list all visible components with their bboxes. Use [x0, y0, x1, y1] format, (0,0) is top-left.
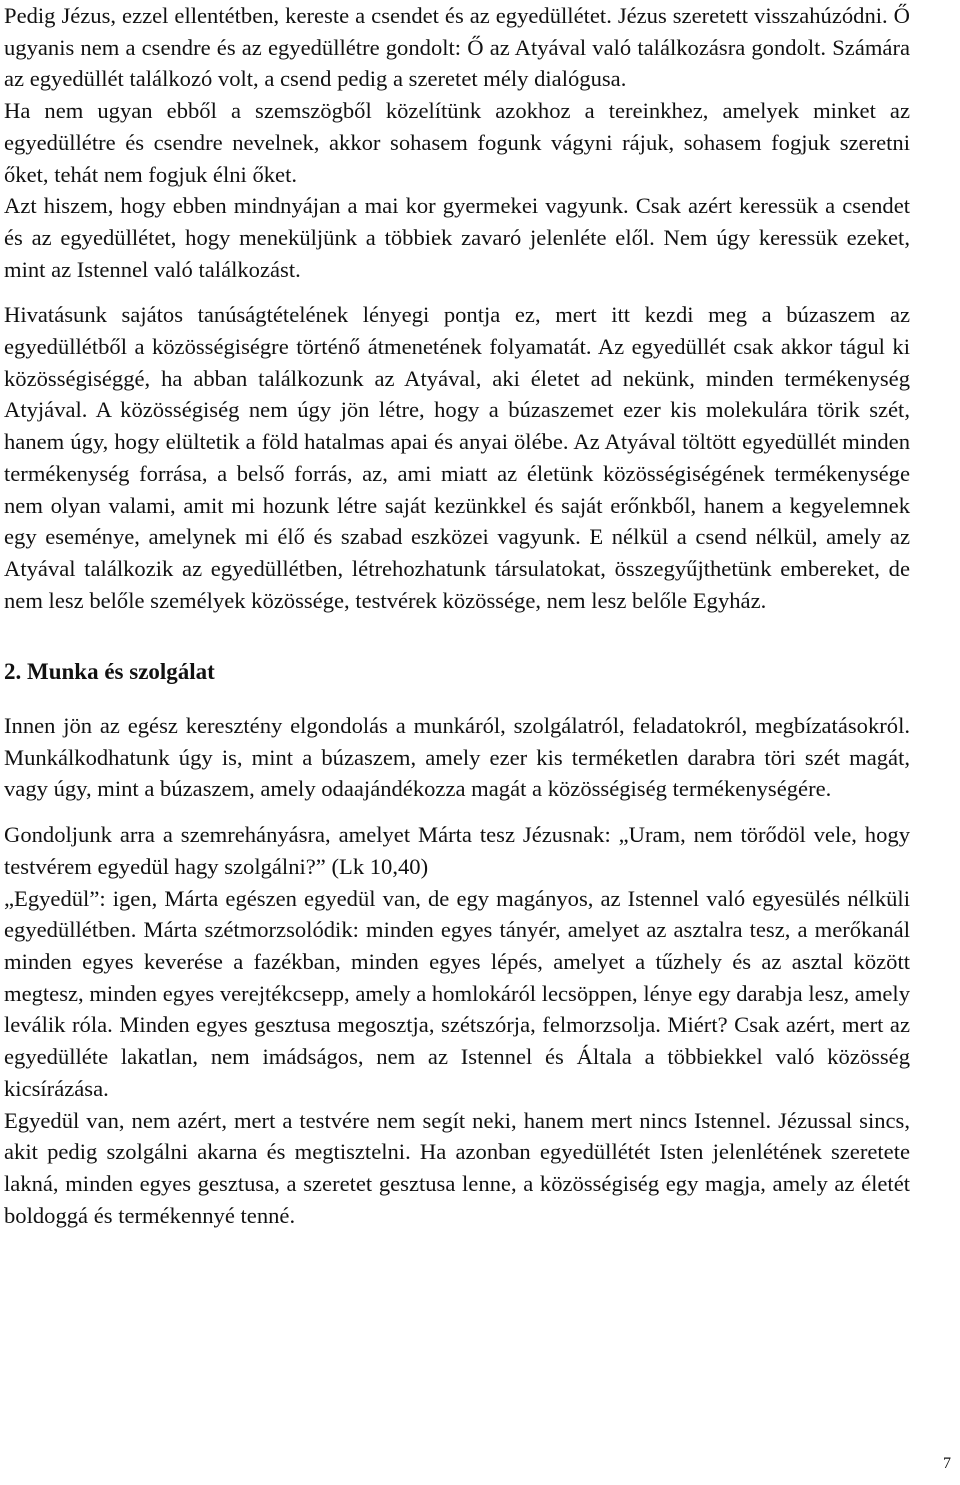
section-heading: 2. Munka és szolgálat — [4, 659, 215, 685]
paragraph-7: „Egyedül”: igen, Márta egészen egyedül van, de egy magányos, az Istennel való egyesülés nélküli egyedüllétben. Márta szétmorzsolódik: minden egyes tányér, amelyet az asztalra tesz, a merőkanál minden egyes keverése a fazékban, minden egyes lépés, amelyet a tűzhely és az asztal között megtesz, minden egyes verejtékcsepp, amely a homlokáról lecsöppen, lénye egy darabja lesz, amely leválik róla. Minden egyes gesztusa megosztja, szétszórja, felmorzsolja. Miért? Csak azért, mert az egyedülléte lakatlan, nem imádságos, nem az Istennel és Általa a többiekkel való közösség kicsírázása. — [4, 885, 910, 1101]
paragraph-4: Hivatásunk sajátos tanúságtételének lényegi pontja ez, mert itt kezdi meg a búzaszem az egyedüllétből a közösségiségre történő átmenetének folyamatát. Az egyedüllét csak akkor tágul ki közösségiséggé, ha abban találkozunk az Atyával, aki életet ad nekünk, minden termékenység Atyjával. A közösségiség nem úgy jön létre, hogy a búzaszemet ezer kis molekulára törik szét, hanem úgy, hogy elültetik a föld hatalmas apai és anyai ölébe. Az Atyával töltött egyedüllét minden termékenység forrása, a belső forrás, az, ami miatt az életünk közösségiségének termékenysége nem olyan valami, amit mi hozunk létre saját kezünkkel és saját erőnkből, hanem a kegyelemnek egy eseménye, amelynek mi élő és szabad eszközei vagyunk. E nélkül a csend nélkül, amely az Atyával találkozik az egyedüllétben, létrehozhatunk társulatokat, összegyűjthetünk embereket, de nem lesz belőle személyek közössége, testvérek közössége, nem lesz belőle Egyház. — [4, 302, 910, 613]
document-page — [4, 0, 910, 1231]
paragraph-3: Azt hiszem, hogy ebben mindnyájan a mai kor gyermekei vagyunk. Csak azért keressük a csendet és az egyedüllétet, hogy meneküljünk a többiek zavaró jelenléte elől. Nem úgy keressük ezeket, mint az Istennel való találkozást. — [4, 193, 910, 282]
paragraph-2: Ha nem ugyan ebből a szemszögből közelítünk azokhoz a tereinkhez, amelyek minket az egyedüllétre és csendre nevelnek, akkor sohasem fogunk vágyni rájuk, sohasem fogjuk szeretni őket, tehát nem fogjuk élni őket. — [4, 98, 910, 187]
page-number: 7 — [943, 1455, 951, 1472]
paragraph-6: Gondoljunk arra a szemrehányásra, amelyet Márta tesz Jézusnak: „Uram, nem törődöl vele, hogy testvérem egyedül hagy szolgálni?” (Lk 10,40) — [4, 822, 910, 879]
paragraph-8: Egyedül van, nem azért, mert a testvére nem segít neki, hanem mert nincs Istennel. Jézussal sincs, akit pedig szolgálni akarna és megtisztelni. Ha azonban egyedüllétét Isten jelenlétének szeretete lakná, minden egyes gesztusa, a szeretet gesztusa lenne, a közösségiség egy magja, amely az életét boldoggá és termékennyé tenné. — [4, 1107, 910, 1228]
paragraph-1: Pedig Jézus, ezzel ellentétben, kereste a csendet és az egyedüllétet. Jézus szeretett visszahúzódni. Ő ugyanis nem a csendre és az egyedüllétre gondolt: Ő az Atyával való találkozásra gondolt. Számára az egyedüllét találkozó volt, a csend pedig a szeretet mély dialógusa. — [4, 3, 910, 92]
paragraph-5: Innen jön az egész keresztény elgondolás a munkáról, szolgálatról, feladatokról, megbízatásokról. Munkálkodhatunk úgy is, mint a búzaszem, amely ezer kis terméketlen darabra töri szét magát, vagy úgy, mint a búzaszem, amely odaajándékozza magát a közösségiség termékenységére. — [4, 713, 910, 802]
